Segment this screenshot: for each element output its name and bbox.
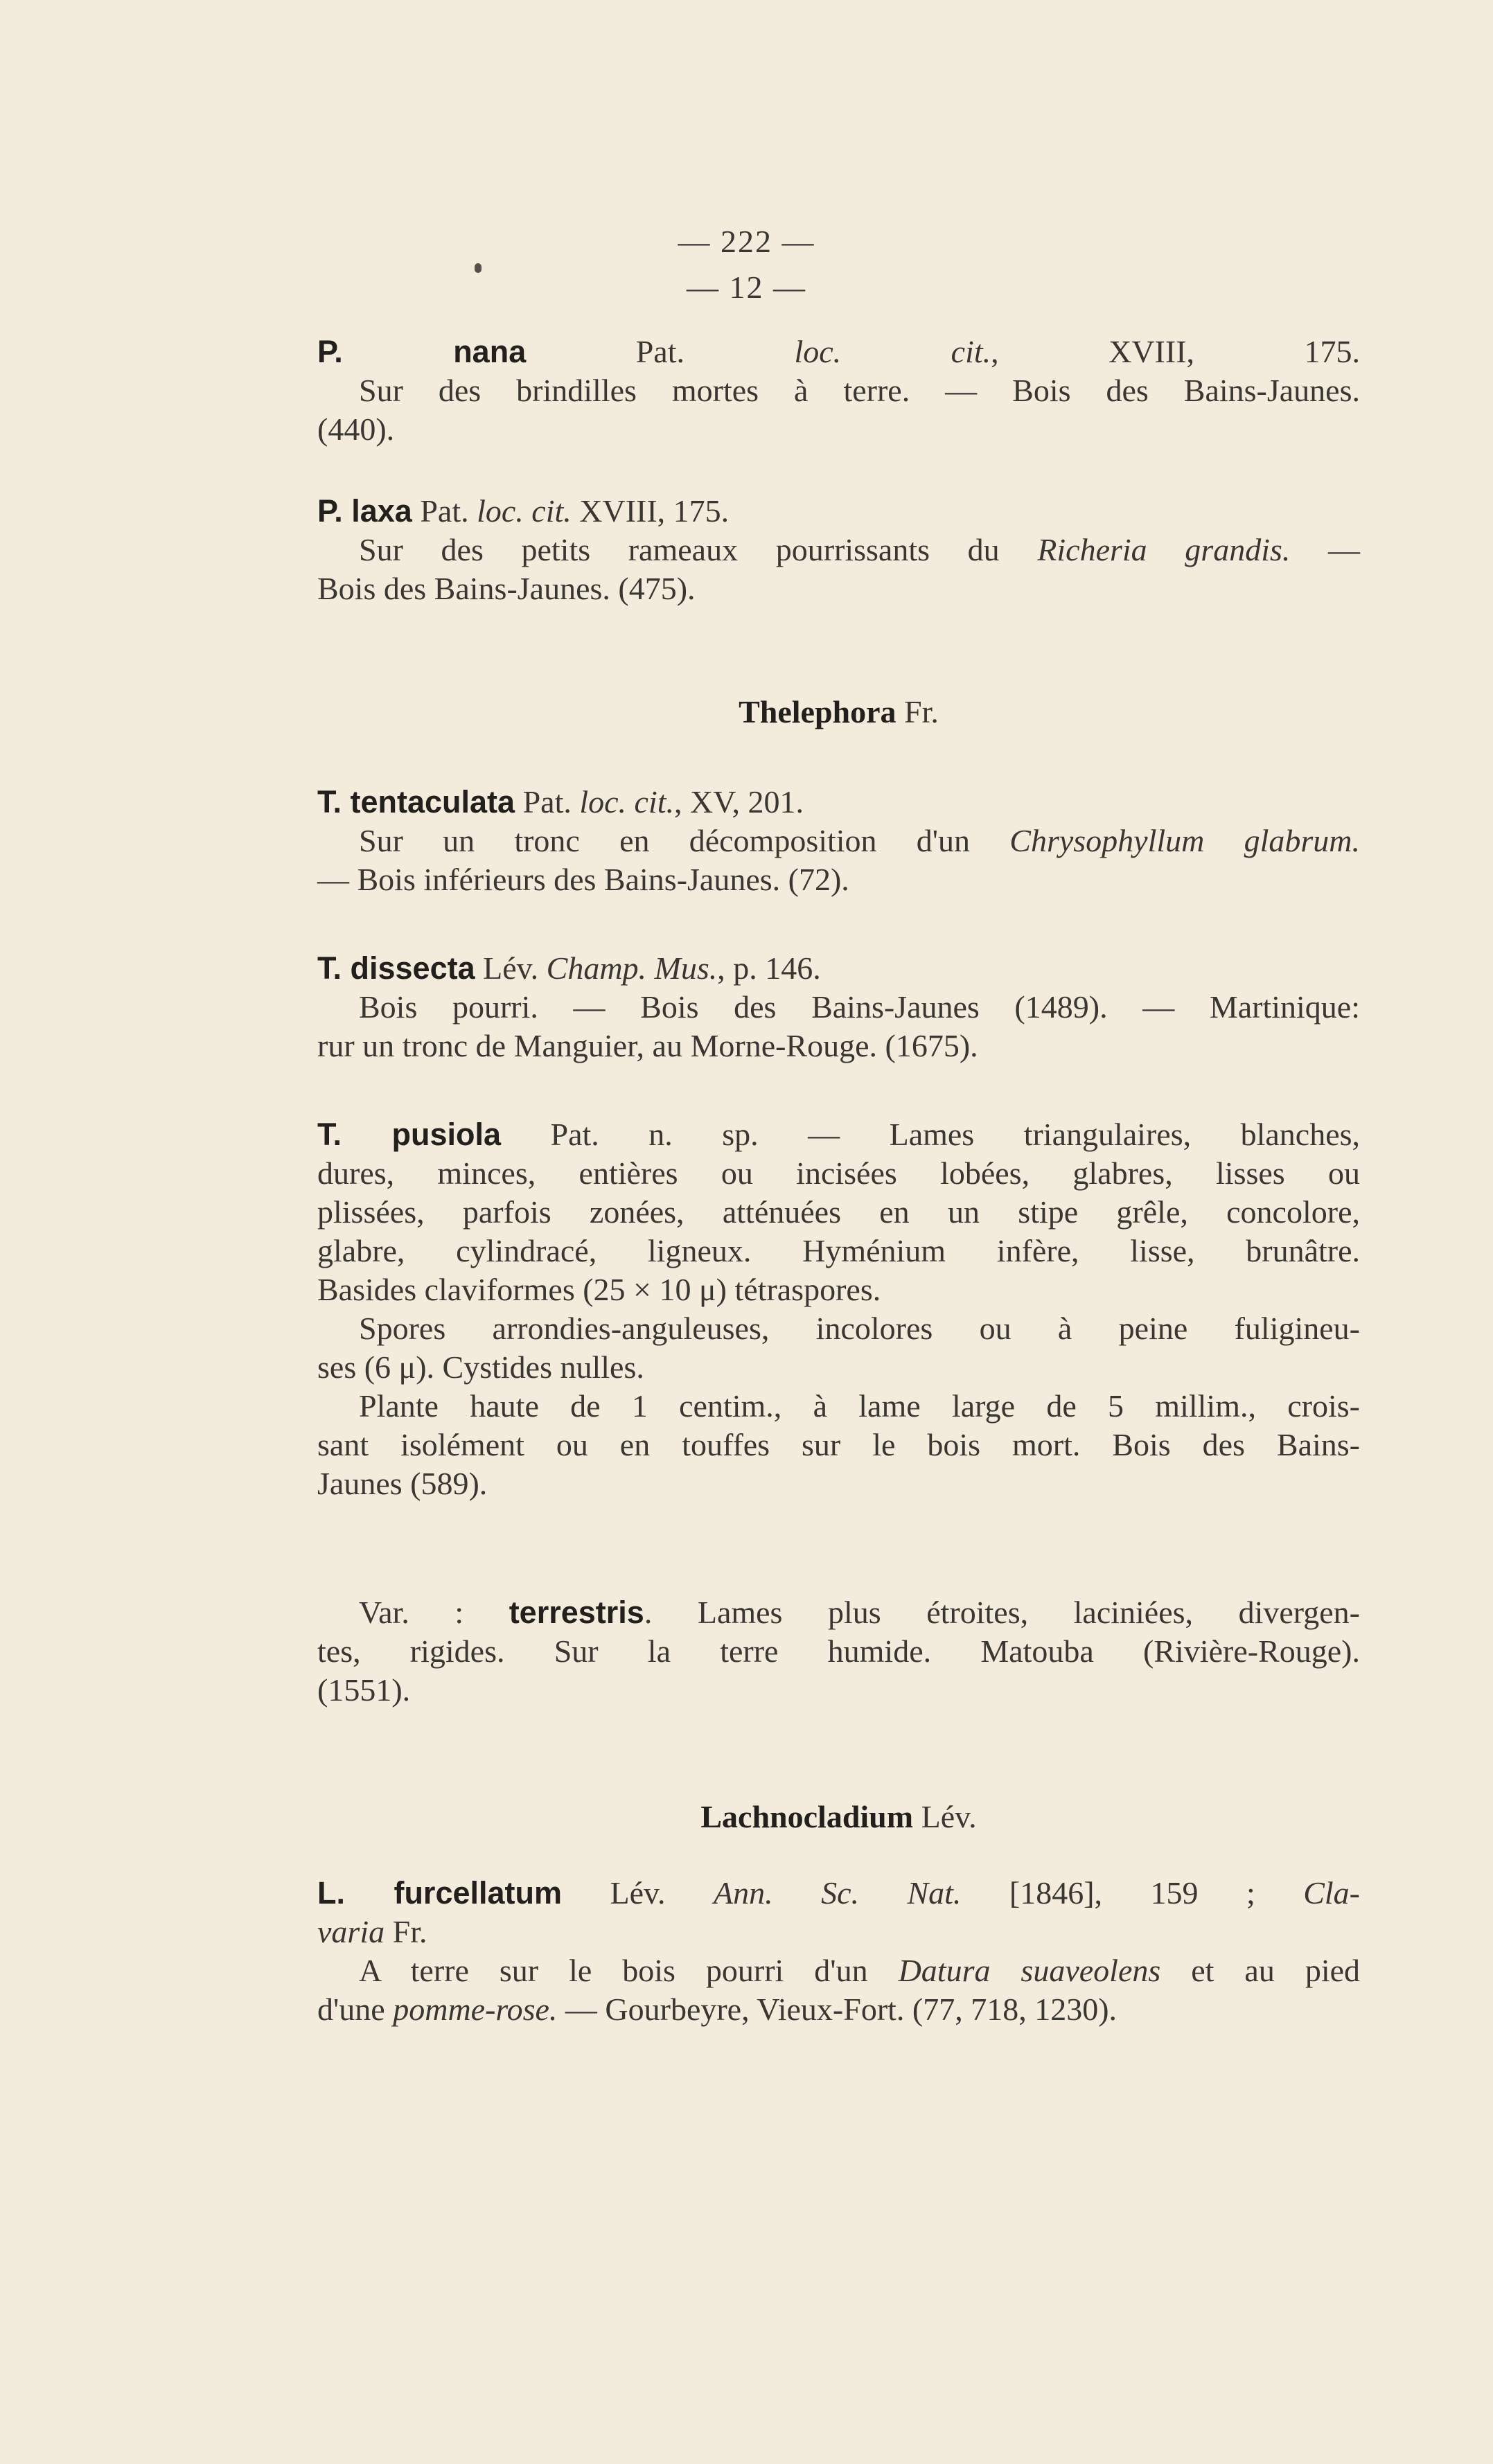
entry-line: dures, minces, entières ou incisées lobées, glabres, lisses ou bbox=[317, 1155, 1360, 1191]
genus-heading-lachnocladium: Lachnocladium Lév. bbox=[700, 1799, 977, 1834]
entry-heading: P. nana Pat. loc. cit., XVIII, 175. bbox=[317, 334, 1360, 369]
entry-line: d'une pomme-rose. — Gourbeyre, Vieux-Fort. (77, 718, 1230). bbox=[317, 1992, 1117, 2027]
entry-t-tentaculata bbox=[317, 783, 1360, 899]
entry-heading: Var. : terrestris. Lames plus étroites, laciniées, divergen- bbox=[359, 1595, 1361, 1630]
entry-heading: T. tentaculata Pat. loc. cit., XV, 201. bbox=[317, 784, 804, 819]
page-number-sub: — 12 — bbox=[687, 269, 806, 305]
entry-line: plissées, parfois zonées, atténuées en un stipe grêle, concolore, bbox=[317, 1194, 1360, 1230]
entry-l-furcellatum bbox=[317, 1874, 1360, 2029]
entry-t-dissecta bbox=[317, 949, 1360, 1065]
entry-heading: T. dissecta Lév. Champ. Mus., p. 146. bbox=[317, 950, 821, 986]
entry-line: Bois des Bains-Jaunes. (475). bbox=[317, 571, 696, 606]
entry-line: Jaunes (589). bbox=[317, 1466, 488, 1501]
entry-line: (1551). bbox=[317, 1672, 411, 1708]
entry-line: A terre sur le bois pourri d'un Datura suaveolens et au pied bbox=[359, 1953, 1361, 1988]
entry-p-nana bbox=[317, 333, 1360, 449]
entry-line: Basides claviformes (25 × 10 μ) tétraspores. bbox=[317, 1272, 881, 1307]
entry-line: Sur des brindilles mortes à terre. — Bois des Bains-Jaunes. bbox=[359, 373, 1360, 408]
entry-line: sant isolément ou en touffes sur le bois mort. Bois des Bains- bbox=[317, 1427, 1360, 1462]
entry-line: glabre, cylindracé, ligneux. Hyménium infère, lisse, brunâtre. bbox=[317, 1233, 1360, 1268]
page-number-top: — 222 — bbox=[678, 224, 815, 259]
entry-line: Sur un tronc en décomposition d'un Chrysophyllum glabrum. bbox=[359, 823, 1360, 858]
entry-var-terrestris bbox=[317, 1593, 1360, 1710]
entry-line: rur un tronc de Manguier, au Morne-Rouge. (1675). bbox=[317, 1028, 978, 1063]
entry-line: Spores arrondies-anguleuses, incolores ou à peine fuligineu- bbox=[359, 1311, 1360, 1346]
genus-heading-thelephora: Thelephora Fr. bbox=[739, 694, 939, 729]
entry-heading: P. laxa Pat. loc. cit. XVIII, 175. bbox=[317, 493, 730, 529]
entry-heading: T. pusiola Pat. n. sp. — Lames triangulaires, blanches, bbox=[317, 1117, 1361, 1152]
entry-line: Sur des petits rameaux pourrissants du Richeria grandis. — bbox=[359, 532, 1361, 567]
entry-p-laxa bbox=[317, 492, 1360, 608]
entry-line: ses (6 μ). Cystides nulles. bbox=[317, 1349, 644, 1385]
entry-line: Plante haute de 1 centim., à lame large de 5 millim., crois- bbox=[359, 1388, 1360, 1424]
entry-line: (440). bbox=[317, 411, 395, 447]
entry-line: tes, rigides. Sur la terre humide. Matouba (Rivière-Rouge). bbox=[317, 1633, 1360, 1669]
entry-line: Bois pourri. — Bois des Bains-Jaunes (1489). — Martinique: bbox=[359, 989, 1360, 1025]
entry-line: varia Fr. bbox=[317, 1914, 427, 1949]
entry-t-pusiola bbox=[317, 1115, 1360, 1503]
entry-line: — Bois inférieurs des Bains-Jaunes. (72). bbox=[317, 862, 849, 897]
entry-heading: L. furcellatum Lév. Ann. Sc. Nat. [1846], 159 ; Cla- bbox=[317, 1875, 1360, 1911]
